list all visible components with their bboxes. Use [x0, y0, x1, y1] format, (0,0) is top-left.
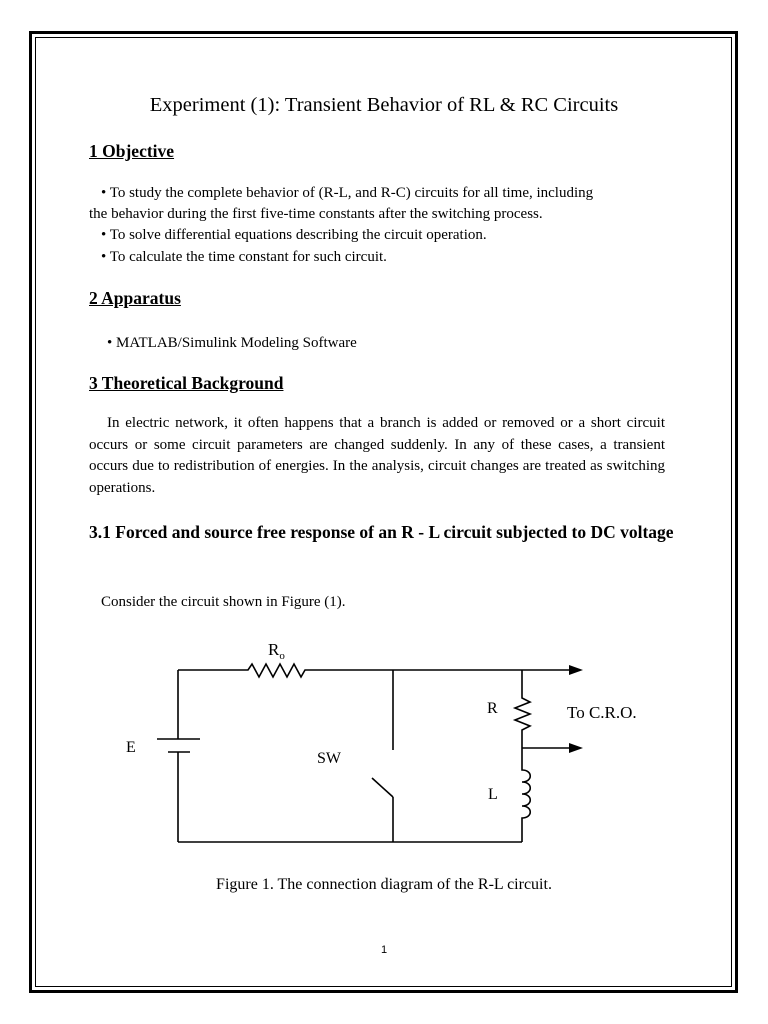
- resistor-r: [515, 670, 530, 748]
- label-e: E: [126, 739, 136, 756]
- label-sw: SW: [317, 750, 341, 767]
- label-r: R: [487, 700, 498, 717]
- objective-line-3: • To solve differential equations describing the circuit operation.: [101, 227, 487, 243]
- label-r0-main: R: [268, 640, 280, 659]
- label-l: L: [488, 786, 498, 803]
- page-title: Experiment (1): Transient Behavior of RL & RC Circuits: [149, 94, 619, 116]
- section-3-1-intro: Consider the circuit shown in Figure (1).: [101, 594, 346, 610]
- figure-caption: Figure 1. The connection diagram of the R-L circuit.: [216, 876, 552, 893]
- label-to-cro: To C.R.O.: [567, 703, 637, 722]
- switch-blade: [372, 778, 393, 797]
- objective-line-1: • To study the complete behavior of (R-L, and R-C) circuits for all time, including: [101, 185, 594, 201]
- objective-heading: 1 Objective: [89, 141, 175, 161]
- objective-line-4: • To calculate the time constant for such circuit.: [101, 249, 387, 265]
- objective-line-2: the behavior during the first five-time constants after the switching process.: [89, 206, 543, 222]
- apparatus-item: • MATLAB/Simulink Modeling Software: [107, 335, 357, 351]
- label-r0-sub: o: [279, 650, 285, 662]
- section-3-1-heading: 3.1 Forced and source free response of an R - L circuit subjected to DC voltage: [89, 522, 674, 542]
- theory-paragraph: In electric network, it often happens that a branch is added or removed or a short circuit occurs or some circuit parameters are changed suddenly. In any of these cases, a transient occurs due to redistribution of energies. In the analysis, circuit changes are treated as switching operations.: [89, 415, 665, 496]
- theory-heading: 3 Theoretical Background: [89, 373, 284, 393]
- middle-arrow: [569, 743, 583, 753]
- top-wire-with-r0: [178, 664, 570, 677]
- apparatus-heading: 2 Apparatus: [89, 288, 181, 308]
- page-number: 1: [380, 944, 388, 956]
- label-r0: [268, 640, 285, 662]
- top-arrow: [569, 665, 583, 675]
- inductor-l: [522, 748, 530, 842]
